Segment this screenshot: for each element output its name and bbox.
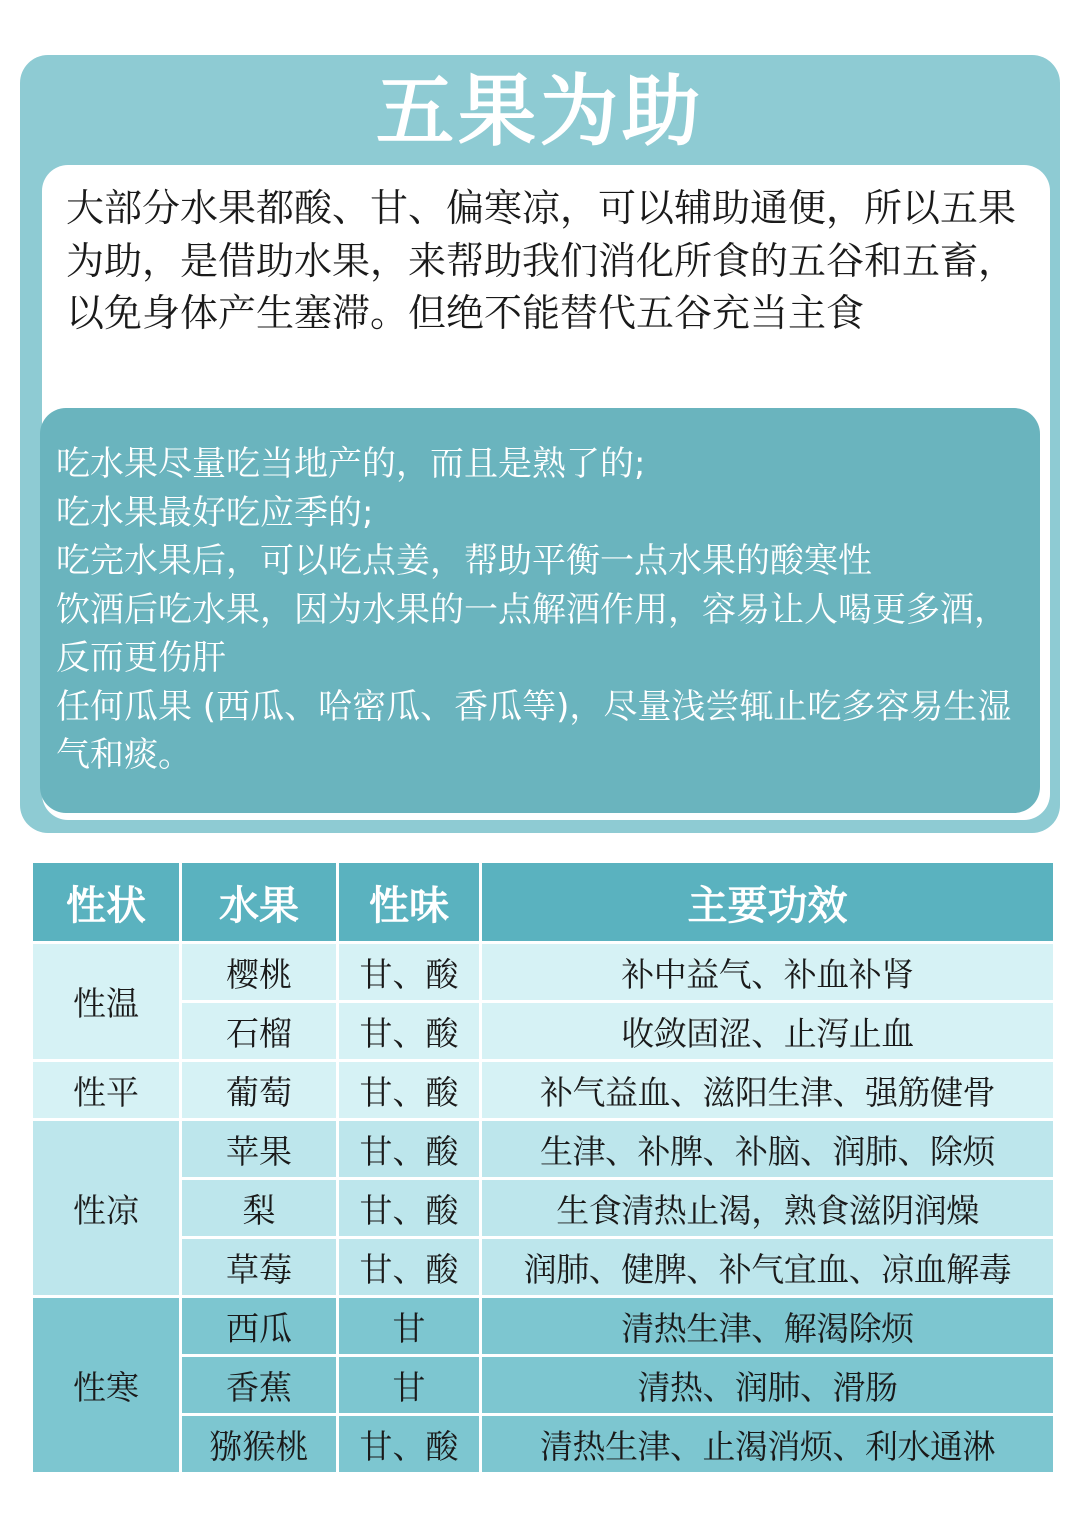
- fruit-cell: 草莓: [181, 1238, 338, 1297]
- tip-item: 吃水果最好吃应季的;: [56, 492, 374, 533]
- efficacy-cell: 清热、润肺、滑肠: [481, 1356, 1055, 1415]
- efficacy-cell: 补气益血、滋阳生津、强筋健骨: [481, 1061, 1055, 1120]
- header-fruit: 水果: [181, 862, 338, 943]
- page-title: 五果为助: [375, 67, 704, 157]
- fruit-cell: 樱桃: [181, 943, 338, 1002]
- table-row: [32, 1120, 1055, 1179]
- tip-item: 饮酒后吃水果，因为水果的一点解酒作用，容易让人喝更多酒，反而更伤肝: [56, 589, 1008, 678]
- fruit-cell: 西瓜: [181, 1297, 338, 1356]
- table-row: [32, 1297, 1055, 1356]
- fruit-table: [30, 860, 1056, 1475]
- fruit-cell: 梨: [181, 1179, 338, 1238]
- efficacy-cell: 清热生津、止渴消烦、利水通淋: [481, 1415, 1055, 1474]
- nature-cell: 性平: [32, 1061, 181, 1120]
- efficacy-cell: 补中益气、补血补肾: [481, 943, 1055, 1002]
- fruit-cell: 苹果: [181, 1120, 338, 1179]
- taste-cell: 甘: [338, 1356, 481, 1415]
- efficacy-cell: 清热生津、解渴除烦: [481, 1297, 1055, 1356]
- efficacy-cell: 润肺、健脾、补气宜血、凉血解毒: [481, 1238, 1055, 1297]
- table-row: [32, 1179, 1055, 1238]
- header-nature: 性状: [32, 862, 181, 943]
- nature-cell: 性温: [32, 943, 181, 1061]
- header-efficacy: 主要功效: [481, 862, 1055, 943]
- taste-cell: 甘、酸: [338, 1238, 481, 1297]
- intro-text: 大部分水果都酸、甘、偏寒凉，可以辅助通便，所以五果为助，是借助水果，来帮助我们消化所食的五谷和五畜，以免身体产生塞滞。但绝不能替代五谷充当主食: [66, 186, 1017, 335]
- efficacy-cell: 收敛固涩、止泻止血: [481, 1002, 1055, 1061]
- taste-cell: 甘、酸: [338, 1179, 481, 1238]
- taste-cell: 甘、酸: [338, 1120, 481, 1179]
- fruit-cell: 石榴: [181, 1002, 338, 1061]
- table-row: [32, 1002, 1055, 1061]
- fruit-cell: 香蕉: [181, 1356, 338, 1415]
- taste-cell: 甘: [338, 1297, 481, 1356]
- tips-list: [56, 440, 1038, 780]
- header-taste: 性味: [338, 862, 481, 943]
- table-header-row: [32, 862, 1055, 943]
- fruit-cell: 猕猴桃: [181, 1415, 338, 1474]
- taste-cell: 甘、酸: [338, 1002, 481, 1061]
- taste-cell: 甘、酸: [338, 1061, 481, 1120]
- table-row: [32, 943, 1055, 1002]
- taste-cell: 甘、酸: [338, 1415, 481, 1474]
- table-row: [32, 1238, 1055, 1297]
- table-row: [32, 1061, 1055, 1120]
- table-row: [32, 1415, 1055, 1474]
- fruit-cell: 葡萄: [181, 1061, 338, 1120]
- tip-item: 吃水果尽量吃当地产的，而且是熟了的;: [56, 444, 646, 484]
- tip-item: 任何瓜果 (西瓜、哈密瓜、香瓜等)，尽量浅尝辄止吃多容易生湿气和痰。: [56, 686, 1012, 775]
- nature-cell: 性寒: [32, 1297, 181, 1474]
- nature-cell: 性凉: [32, 1120, 181, 1297]
- efficacy-cell: 生津、补脾、补脑、润肺、除烦: [481, 1120, 1055, 1179]
- tip-item: 吃完水果后，可以吃点姜，帮助平衡一点水果的酸寒性: [56, 541, 872, 581]
- table-row: [32, 1356, 1055, 1415]
- taste-cell: 甘、酸: [338, 943, 481, 1002]
- efficacy-cell: 生食清热止渴，熟食滋阴润燥: [481, 1179, 1055, 1238]
